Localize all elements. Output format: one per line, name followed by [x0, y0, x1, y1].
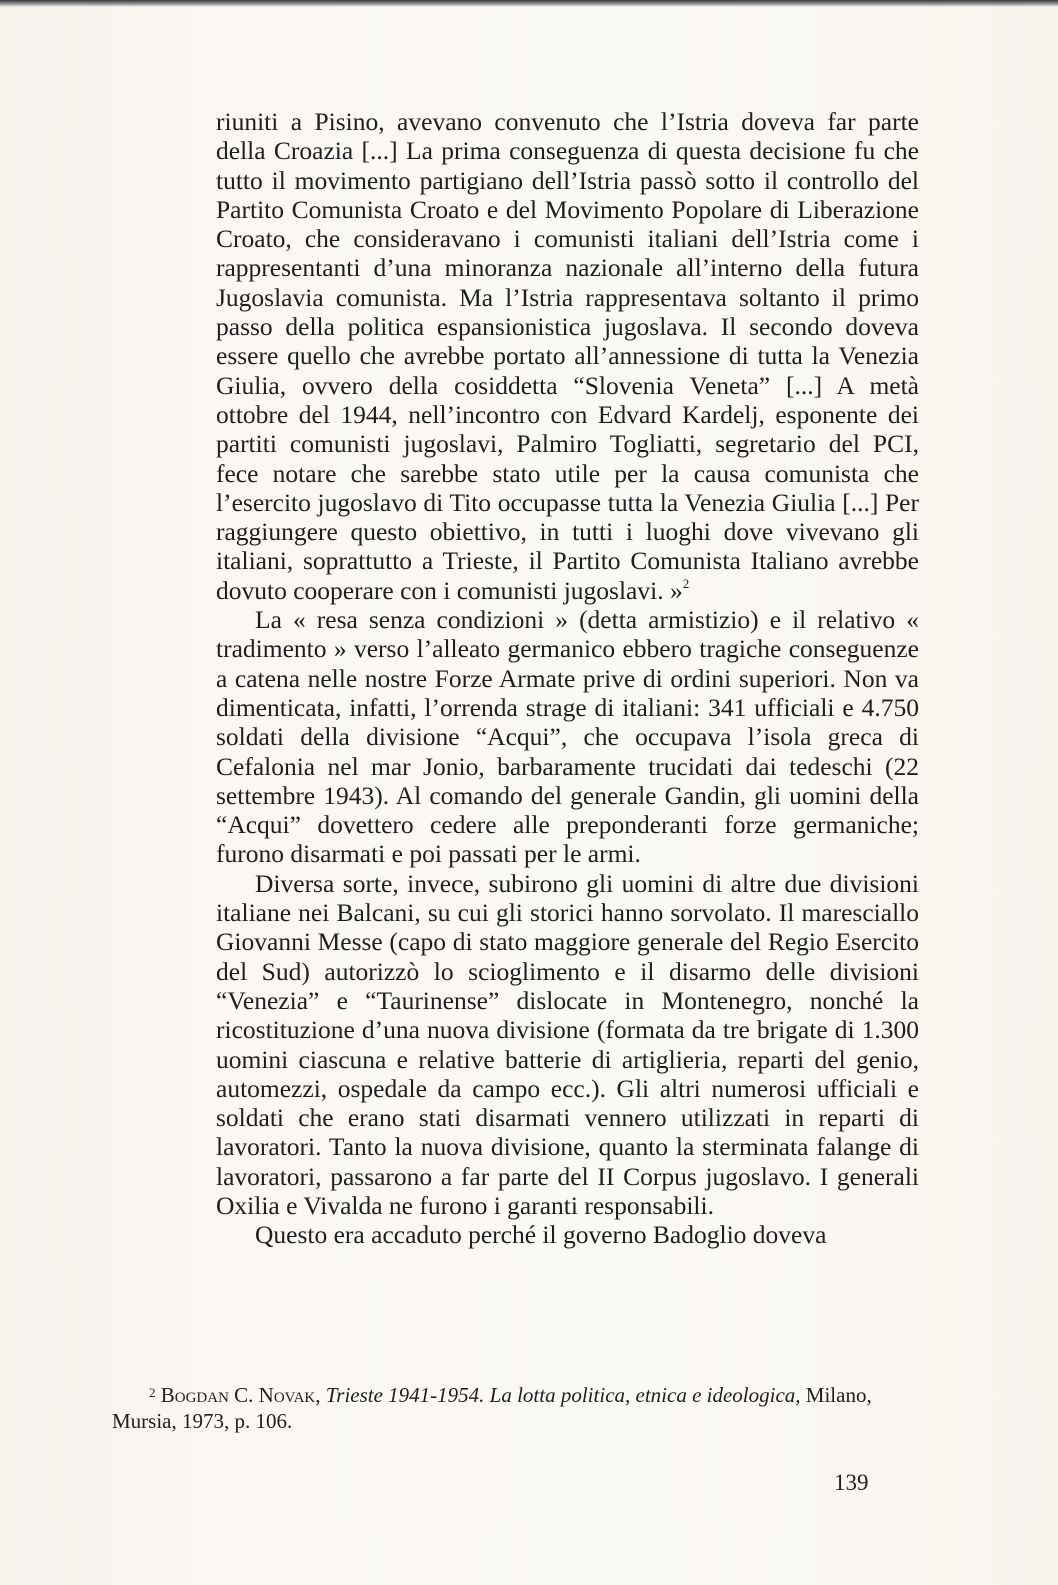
paragraph-2: La « resa senza condizioni » (detta armistizio) e il relativo « tradimento » verso l’alleato germanico ebbero tragiche conseguenze a catena nelle nostre Forze Armate prive di ordini superiori. Non va dimenticata, infatti, l’orrenda strage di italiani: 341 ufficiali e 4.750 soldati della divisione “Acqui”, che occupava l’isola greca di Cefalonia nel mar Jonio, barbaramente trucidati dai tedeschi (22 settembre 1943). Al comando del generale Gandin, gli uomini della “Acqui” dovettero cedere alle preponderanti forze germaniche; furono disarmati e poi passati per le armi. — [216, 605, 919, 869]
main-text — [216, 107, 919, 1250]
paragraph-4: Questo era accaduto perché il governo Badoglio doveva — [255, 1220, 827, 1250]
page-number: 139 — [834, 1470, 869, 1495]
footnote-author: Bogdan C. Novak, — [160, 1383, 321, 1407]
footnote — [112, 1380, 920, 1434]
paragraph-3: Diversa sorte, invece, subirono gli uomini di altre due divisioni italiane nei Balcani, su cui gli storici hanno sorvolato. Il maresciallo Giovanni Messe (capo di stato maggiore generale del Regio Esercito del Sud) autorizzò lo scioglimento e il disarmo delle divisioni “Venezia” e “Taurinense” dislocate in Montenegro, nonché la ricostituzione d’una nuova divisione (formata da tre brigate di 1.300 uomini ciascuna e relative batterie di artiglieria, reparti del genio, automezzi, ospedale da campo ecc.). Gli altri numerosi ufficiali e soldati che erano stati disarmati vennero utilizzati in reparti di lavoratori. Tanto la nuova divisione, quanto la sterminata falange di lavoratori, passarono a far parte del II Corpus jugoslavo. I generali Oxilia e Vivalda ne furono i garanti responsabili. — [216, 868, 919, 1220]
footnote-publication: Milano, Mursia, 1973, p. 106. — [112, 1383, 872, 1433]
footnote-number: 2 — [149, 1385, 156, 1400]
footnote-reference[interactable]: 2 — [682, 575, 690, 591]
paragraph-1 — [216, 107, 919, 605]
paragraph-1-text: riuniti a Pisino, avevano convenuto che l’Istria doveva far parte della Croazia [...] La prima conseguenza di questa decisione fu che tutto il movimento partigiano dell’Istria passò sotto il controllo del Partito Comunista Croato e del Movimento Popolare di Liberazione Croato, che consideravano i comunisti italiani dell’Istria come i rappresentanti d’una minoranza nazionale all’interno della futura Jugoslavia comunista. Ma l’Istria rappresentava soltanto il primo passo della politica espansionistica jugoslava. Il secondo doveva essere quello che avrebbe portato all’annessione di tutta la Venezia Giulia, ovvero della cosiddetta “Slovenia Veneta” [...] A metà ottobre del 1944, nell’incontro con Edvard Kardelj, esponente dei partiti comunisti jugoslavi, Palmiro Togliatti, segretario del PCI, fece notare che sarebbe stato utile per la causa comunista che l’esercito jugoslavo di Tito occupasse tutta la Venezia Giulia [...] Per raggiungere questo obiettivo, in tutti i luoghi dove vivevano gli italiani, soprattutto a Trieste, il Partito Comunista Italiano avrebbe dovuto cooperare con i comunisti jugoslavi. » — [216, 107, 919, 605]
scan-top-edge — [0, 0, 1058, 7]
footnote-title: Trieste 1941-1954. La lotta politica, etnica e ideologica, — [325, 1383, 801, 1407]
footnote-2 — [112, 1380, 920, 1434]
